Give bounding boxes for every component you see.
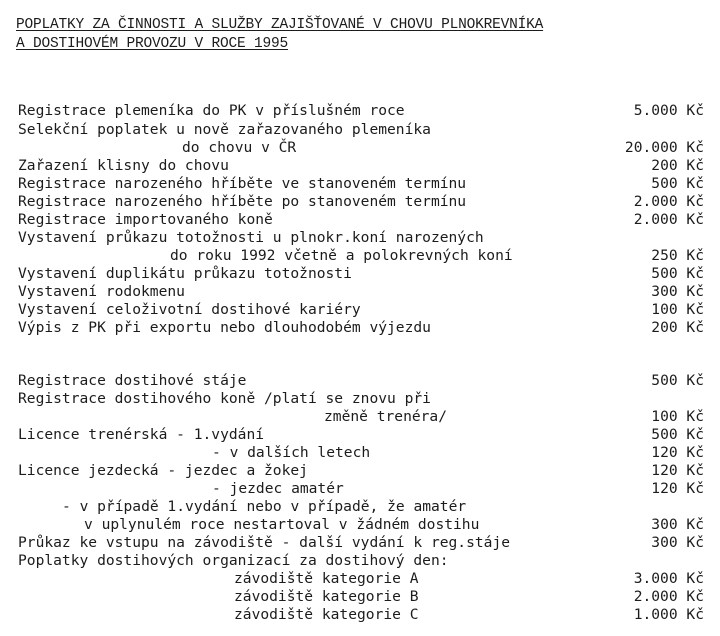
fee-label: Registrace narozeného hříběte po stanoveném termínu <box>18 193 467 210</box>
title-line-2: A DOSTIHOVÉM PROVOZU V ROCE 1995 <box>16 36 289 52</box>
fee-amount: 5.000 Kč <box>633 102 704 119</box>
fee-label: - v případě 1.vydání nebo v případě, že amatér <box>62 498 467 515</box>
fee-label: Registrace plemeníka do PK v příslušném roce <box>18 102 405 119</box>
fee-row <box>0 157 720 175</box>
fee-row <box>0 102 720 120</box>
fee-label: Vystavení průkazu totožnosti u plnokr.koní narozených <box>18 229 484 246</box>
fee-label: závodiště kategorie C <box>234 606 419 623</box>
fee-row <box>0 265 720 283</box>
fee-amount: 500 Kč <box>651 372 704 389</box>
fee-amount: 20.000 Kč <box>624 139 704 156</box>
fee-row <box>0 229 720 247</box>
title-line-1: POPLATKY ZA ČINNOSTI A SLUŽBY ZAJIŠŤOVANÉ V CHOVU PLNOKREVNÍKA <box>16 17 544 33</box>
fee-row <box>0 588 720 606</box>
fee-amount: 300 Kč <box>651 516 704 533</box>
fee-amount: 1.000 Kč <box>633 606 704 623</box>
fee-row <box>0 444 720 462</box>
fee-row <box>0 121 720 139</box>
fee-amount: 250 Kč <box>651 247 704 264</box>
fee-amount: 100 Kč <box>651 301 704 318</box>
fee-row <box>0 372 720 390</box>
fee-amount: 2.000 Kč <box>633 193 704 210</box>
fee-amount: 2.000 Kč <box>633 588 704 605</box>
fee-label: Registrace dostihové stáje <box>18 372 247 389</box>
fee-row <box>0 534 720 552</box>
fee-row <box>0 408 720 426</box>
fee-row <box>0 570 720 588</box>
fee-amount: 200 Kč <box>651 157 704 174</box>
fee-amount: 500 Kč <box>651 175 704 192</box>
fee-label: Registrace importovaného koně <box>18 211 273 228</box>
fee-label: změně trenéra/ <box>324 408 448 425</box>
fee-row <box>0 426 720 444</box>
fee-label: do chovu v ČR <box>182 139 297 156</box>
fee-amount: 300 Kč <box>651 283 704 300</box>
fee-row <box>0 498 720 516</box>
fee-amount: 200 Kč <box>651 319 704 336</box>
fee-label: - jezdec amatér <box>212 480 344 497</box>
fee-label: závodiště kategorie B <box>234 588 419 605</box>
fee-label: Poplatky dostihových organizací za dostihový den: <box>18 552 449 569</box>
fee-label: Selekční poplatek u nově zařazovaného plemeníka <box>18 121 431 138</box>
fee-row <box>0 211 720 229</box>
fee-amount: 300 Kč <box>651 534 704 551</box>
fee-row <box>0 283 720 301</box>
fee-row <box>0 193 720 211</box>
fee-label: Registrace dostihového koně /platí se znovu při <box>18 390 431 407</box>
fee-amount: 500 Kč <box>651 265 704 282</box>
fee-row <box>0 319 720 337</box>
fee-amount: 3.000 Kč <box>633 570 704 587</box>
fee-row <box>0 247 720 265</box>
fee-row <box>0 139 720 157</box>
fee-label: Vystavení duplikátu průkazu totožnosti <box>18 265 352 282</box>
fee-row <box>0 390 720 408</box>
fee-label: v uplynulém roce nestartoval v žádném dostihu <box>84 516 480 533</box>
fee-label: Licence trenérská - 1.vydání <box>18 426 265 443</box>
fee-label: Registrace narozeného hříběte ve stanoveném termínu <box>18 175 467 192</box>
fee-label: Vystavení celoživotní dostihové kariéry <box>18 301 361 318</box>
fee-amount: 120 Kč <box>651 480 704 497</box>
fee-amount: 2.000 Kč <box>633 211 704 228</box>
fee-amount: 500 Kč <box>651 426 704 443</box>
fee-label: Licence jezdecká - jezdec a žokej <box>18 462 308 479</box>
fee-label: Vystavení rodokmenu <box>18 283 185 300</box>
fee-amount: 100 Kč <box>651 408 704 425</box>
fee-row <box>0 606 720 624</box>
fee-row <box>0 175 720 193</box>
fee-row <box>0 301 720 319</box>
fee-label: Průkaz ke vstupu na závodiště - další vydání k reg.stáje <box>18 534 511 551</box>
fee-label: - v dalších letech <box>212 444 371 461</box>
fee-row <box>0 552 720 570</box>
fee-label: Zařazení klisny do chovu <box>18 157 229 174</box>
fee-amount: 120 Kč <box>651 462 704 479</box>
fee-row <box>0 462 720 480</box>
fee-amount: 120 Kč <box>651 444 704 461</box>
fee-label: do roku 1992 včetně a polokrevných koní <box>170 247 513 264</box>
fee-label: Výpis z PK při exportu nebo dlouhodobém výjezdu <box>18 319 431 336</box>
fee-row <box>0 480 720 498</box>
document-title <box>16 16 576 54</box>
fee-row <box>0 516 720 534</box>
fee-label: závodiště kategorie A <box>234 570 419 587</box>
